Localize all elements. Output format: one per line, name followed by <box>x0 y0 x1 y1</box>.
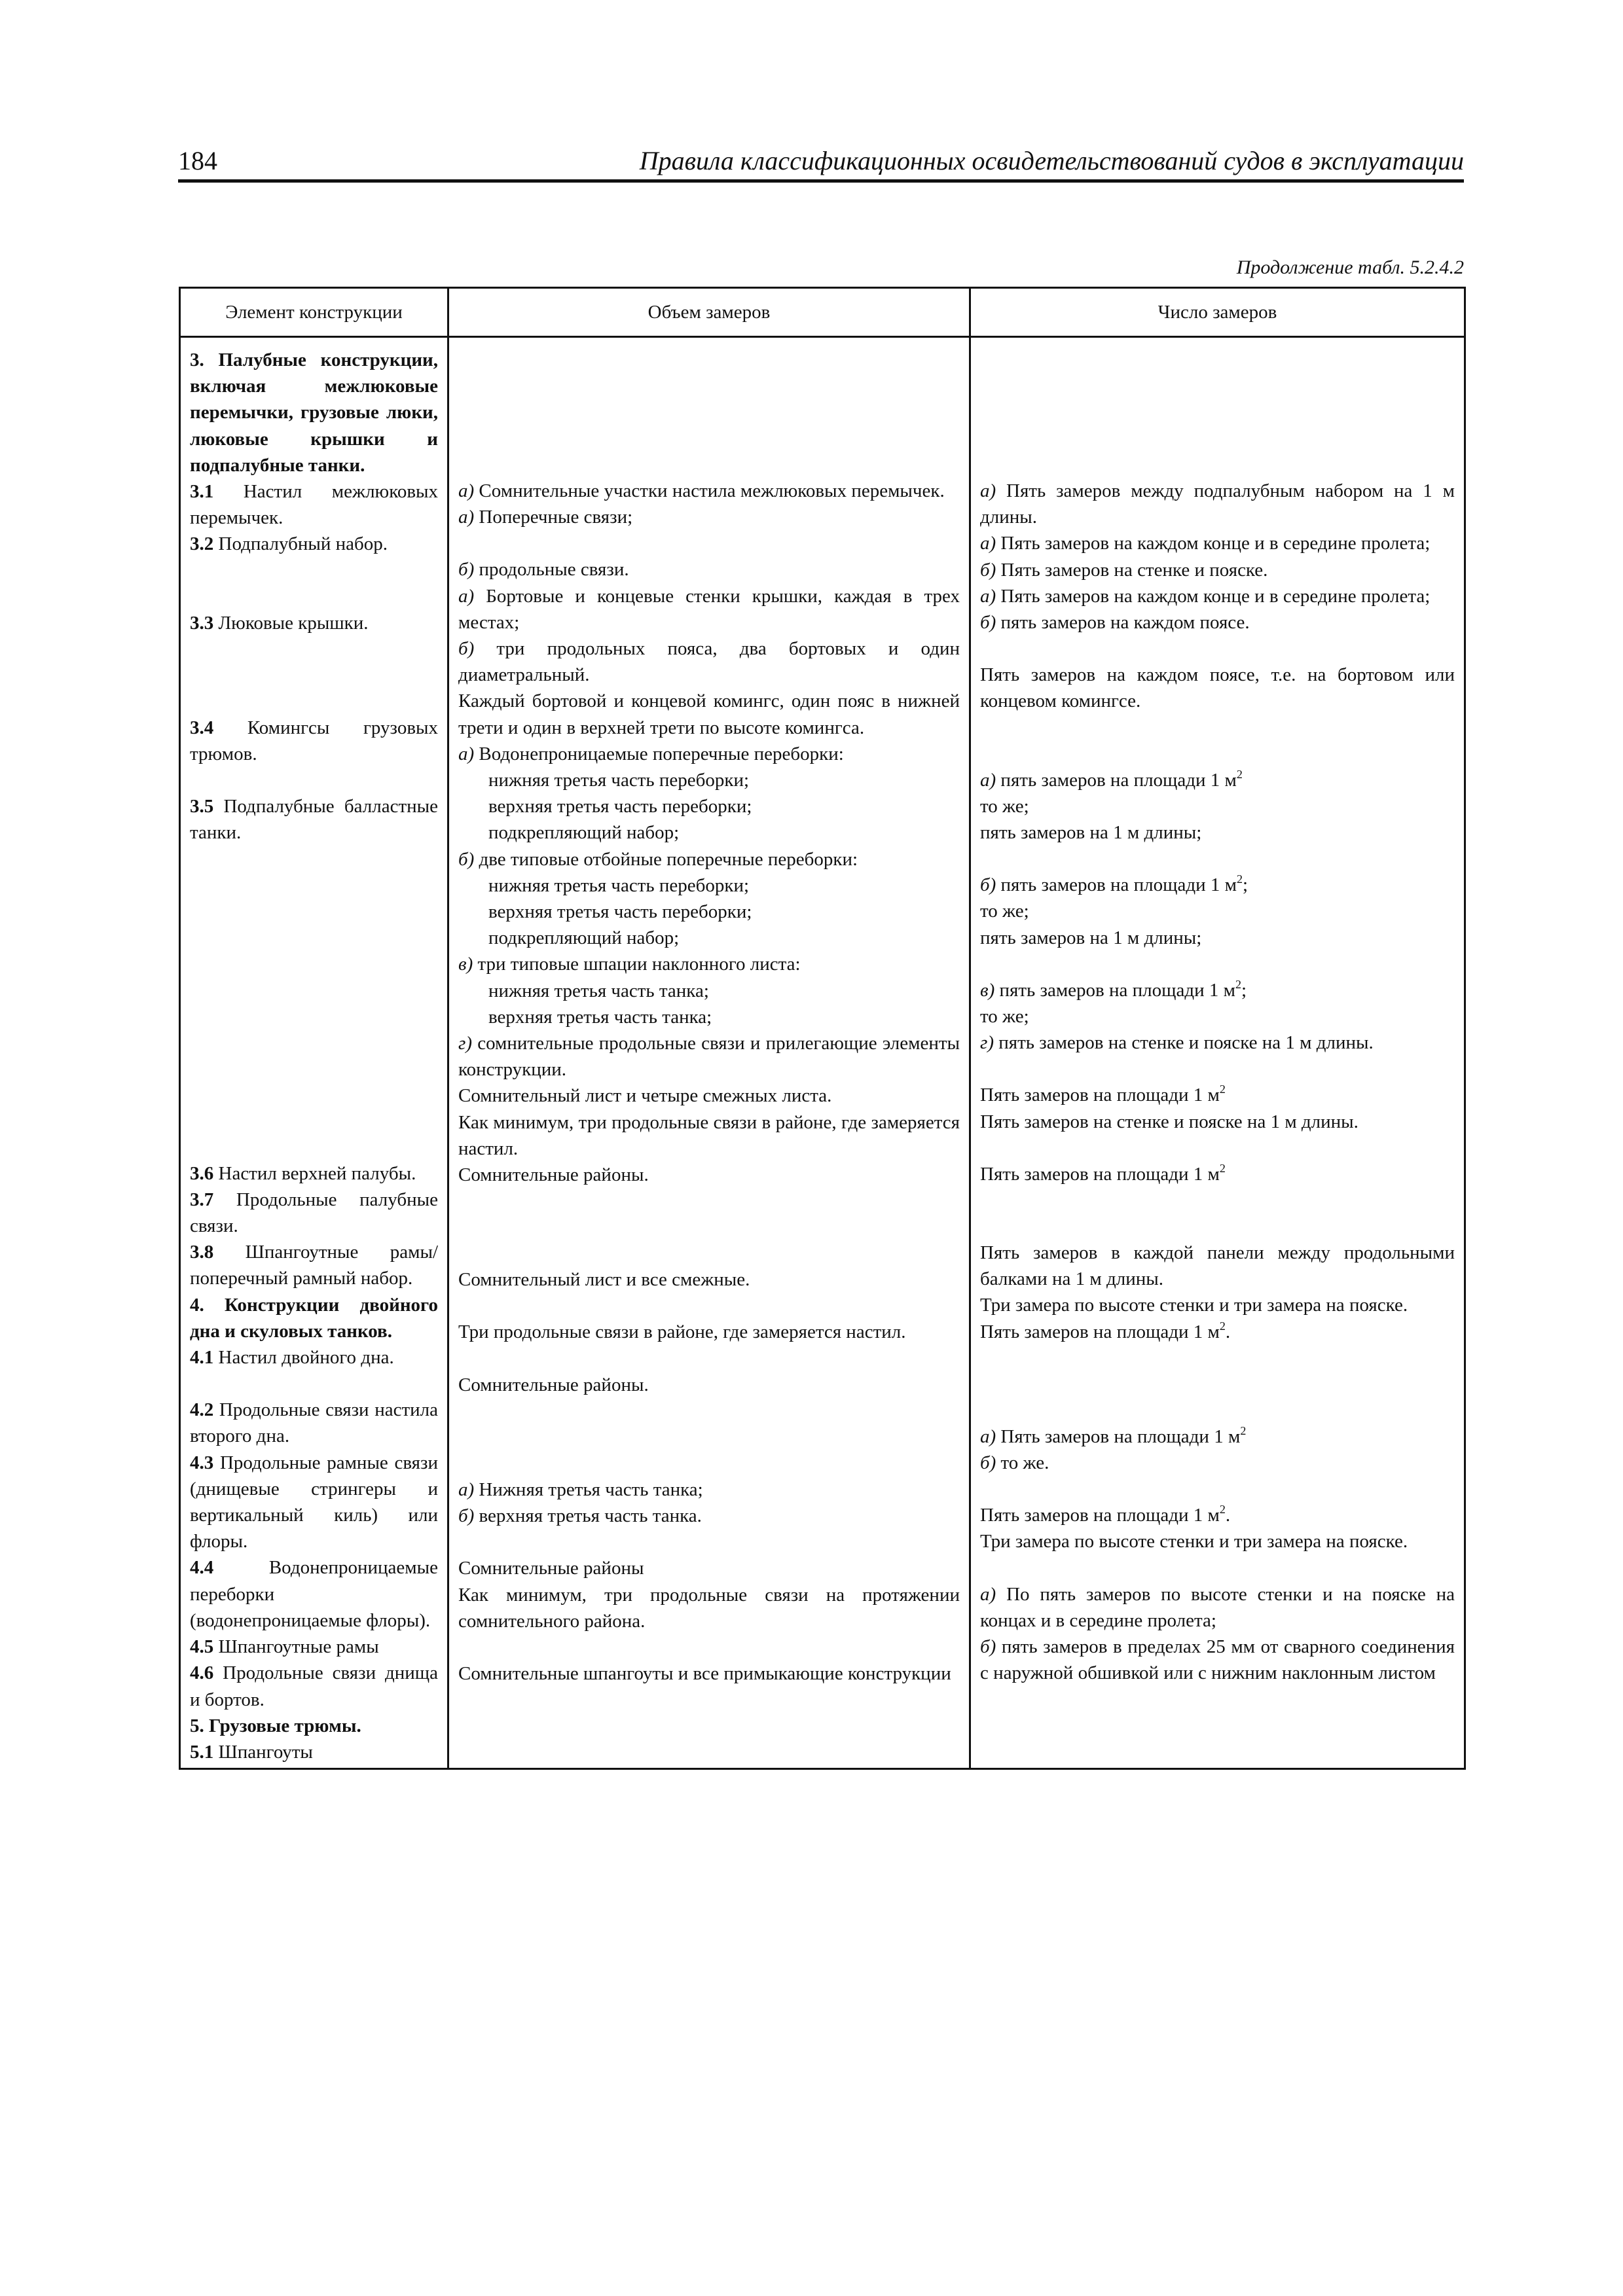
row-3-5-element: 3.5 Подпалубные балластные танки. <box>190 796 438 844</box>
running-title: Правила классификационных освидетельствований судов в эксплуатации <box>639 146 1464 175</box>
row-4-4-count-a: а) Пять замеров на площади 1 $м^2$ <box>980 1424 1247 1447</box>
row-4-1-element: 4.1 Настил двойного дна. <box>190 1347 394 1369</box>
row-3-5-count-b1: б) пять замеров на площади 1 $м^2$; <box>980 872 1249 896</box>
row-3-3-count-a: а) Пять замеров на каждом конце и в середине пролета; <box>980 585 1431 607</box>
row-3-4-volume: Каждый бортовой и концевой комингс, один пояс в нижней трети и один в верхней трети по высоте комингса. <box>458 691 960 738</box>
table-bottom-row <box>180 1765 1465 1769</box>
element-cell <box>180 337 448 1766</box>
row-4-4-element: 4.4 Водонепроницаемые переборки (водонепроницаемые флоры). <box>190 1557 438 1631</box>
row-4-5-volume: Сомнительные районы <box>458 1558 644 1579</box>
row-3-5-volume-d: г) сомнительные продольные связи и прилегающие элементы конструкции. <box>458 1033 960 1081</box>
row-4-6-volume: Как минимум, три продольные связи на протяжении сомнительного района. <box>458 1584 960 1632</box>
row-3-6-count: Пять замеров на площади 1 $м^2$ <box>980 1083 1226 1106</box>
column-header: Объем замеров <box>448 288 970 337</box>
table-header-row <box>180 288 1465 337</box>
table-cell <box>448 1765 970 1769</box>
section-title: 5. Грузовые трюмы. <box>190 1715 361 1736</box>
row-3-5-volume-b: б) две типовые отбойные поперечные переборки: <box>458 848 858 870</box>
row-3-2-count-a: а) Пять замеров на каждом конце и в середине пролета; <box>980 533 1431 554</box>
row-4-6-element: 4.6 Продольные связи днища и бортов. <box>190 1662 439 1710</box>
row-3-5-count-d: г) пять замеров на стенке и пояске на 1 м длины. <box>980 1032 1374 1054</box>
list-item: подкрепляющий набор; <box>488 822 680 844</box>
continuation-note: Продолжение табл. 5.2.4.2 <box>1236 257 1464 278</box>
row-3-5-count-a1: а) пять замеров на площади 1 $м^2$ <box>980 767 1243 791</box>
table-row <box>180 337 1465 1766</box>
row-3-3-volume-b: б) три продольных пояса, два бортовых и один диаметральный. <box>458 638 960 686</box>
row-3-2-count-b: б) Пять замеров на стенке и пояске. <box>980 559 1268 581</box>
row-3-5-count-c1: в) пять замеров на площади 1 $м^2$; <box>980 977 1247 1001</box>
measurements-table <box>179 287 1466 1770</box>
row-3-3-volume-a: а) Бортовые и концевые стенки крышки, каждая в трех местах; <box>458 585 960 633</box>
row-3-1-volume: а) Сомнительные участки настила межлюковых перемычек. <box>458 480 945 501</box>
row-3-7-element: 3.7 Продольные палубные связи. <box>190 1189 439 1237</box>
volume-cell <box>448 337 970 1766</box>
row-4-6-count: Три замера по высоте стенки и три замера на пояске. <box>980 1531 1408 1552</box>
list-item: нижняя третья часть переборки; <box>488 874 750 896</box>
row-4-1-volume: Сомнительный лист и все смежные. <box>458 1269 750 1291</box>
column-header: Число замеров <box>970 288 1465 337</box>
section-title: 4. Конструкции двойного дна и скуловых танков. <box>190 1294 438 1342</box>
row-5-1-element: 5.1 Шпангоуты <box>190 1741 313 1763</box>
row-4-3-volume: Сомнительные районы. <box>458 1374 649 1395</box>
row-4-5-element: 4.5 Шпангоутные рамы <box>190 1636 379 1658</box>
row-4-1-count: Пять замеров в каждой панели между продольными балками на 1 м длины. <box>980 1242 1455 1290</box>
row-4-2-count: Три замера по высоте стенки и три замера на пояске. <box>980 1295 1408 1316</box>
row-4-3-element: 4.3 Продольные рамные связи (днищевые стрингеры и вертикальный киль) или флоры. <box>190 1452 438 1552</box>
list-item: верхняя третья часть танка; <box>488 1006 712 1028</box>
count-cell <box>970 337 1465 1766</box>
row-4-2-volume: Три продольные связи в районе, где замеряется настил. <box>458 1321 906 1343</box>
list-item: пять замеров на 1 м длины; <box>980 822 1202 844</box>
table-cell <box>180 1765 448 1769</box>
row-4-3-count: Пять замеров на площади 1 $м^2$. <box>980 1319 1231 1342</box>
section-title: 3. Палубные конструкции, включая межлюковые перемычки, грузовые люки, люковые крышки и подпалубные танки. <box>190 350 438 476</box>
row-3-1-count: а) Пять замеров между подпалубным набором на 1 м длины. <box>980 480 1455 528</box>
row-3-8-element: 3.8 Шпангоутные рамы/ поперечный рамный набор. <box>190 1242 439 1289</box>
row-3-2-volume-a: а) Поперечные связи; <box>458 507 633 528</box>
header-rule <box>178 179 1464 183</box>
row-3-3-element: 3.3 Люковые крышки. <box>190 612 369 634</box>
table-cell <box>970 1765 1465 1769</box>
row-3-5-volume-c: в) три типовые шпации наклонного листа: <box>458 954 801 975</box>
list-item: нижняя третья часть переборки; <box>488 770 750 791</box>
row-5-1-count-b: б) пять замеров в пределах 25 мм от сварного соединения с наружной обшивкой или с нижним наклонным листом <box>980 1636 1455 1684</box>
row-3-7-count: Пять замеров на стенке и пояске на 1 м длины. <box>980 1111 1359 1132</box>
list-item: верхняя третья часть переборки; <box>488 901 752 923</box>
row-3-8-volume: Сомнительные районы. <box>458 1164 649 1186</box>
row-3-4-element: 3.4 Комингсы грузовых трюмов. <box>190 717 438 765</box>
list-item: нижняя третья часть танка; <box>488 980 709 1001</box>
row-3-3-count-b: б) пять замеров на каждом поясе. <box>980 612 1250 634</box>
row-3-4-count: Пять замеров на каждом поясе, т.е. на бортовом или концевом комингсе. <box>980 664 1455 712</box>
row-5-1-count-a: а) По пять замеров по высоте стенки и на пояске на концах и в середине пролета; <box>980 1583 1455 1631</box>
row-5-1-volume: Сомнительные шпангоуты и все примыкающие конструкции <box>458 1662 951 1684</box>
row-3-1-element: 3.1 Настил межлюковых перемычек. <box>190 481 439 529</box>
row-4-4-count-b: б) то же. <box>980 1452 1049 1474</box>
row-3-8-count: Пять замеров на площади 1 $м^2$ <box>980 1161 1226 1185</box>
row-4-4-volume-b: б) верхняя третья часть танка. <box>458 1505 702 1527</box>
row-3-7-volume: Как минимум, три продольные связи в районе, где замеряется настил. <box>458 1111 960 1159</box>
running-header <box>178 139 1464 181</box>
row-3-2-element: 3.2 Подпалубный набор. <box>190 533 388 555</box>
row-4-4-volume-a: а) Нижняя третья часть танка; <box>458 1479 703 1500</box>
list-item: верхняя третья часть переборки; <box>488 796 752 817</box>
row-4-5-count: Пять замеров на площади 1 $м^2$. <box>980 1503 1231 1526</box>
row-3-5-volume-a: а) Водонепроницаемые поперечные переборки: <box>458 743 844 764</box>
list-item: то же; <box>980 795 1029 817</box>
list-item: пять замеров на 1 м длины; <box>980 927 1202 948</box>
list-item: то же; <box>980 1006 1029 1028</box>
column-header: Элемент конструкции <box>180 288 448 337</box>
row-3-6-volume: Сомнительный лист и четыре смежных листа. <box>458 1085 832 1107</box>
list-item: то же; <box>980 901 1029 922</box>
row-3-2-volume-b: б) продольные связи. <box>458 559 629 581</box>
page-number: 184 <box>178 146 217 175</box>
row-4-2-element: 4.2 Продольные связи настила второго дна. <box>190 1399 438 1447</box>
row-3-6-element: 3.6 Настил верхней палубы. <box>190 1162 416 1184</box>
list-item: подкрепляющий набор; <box>488 927 680 949</box>
